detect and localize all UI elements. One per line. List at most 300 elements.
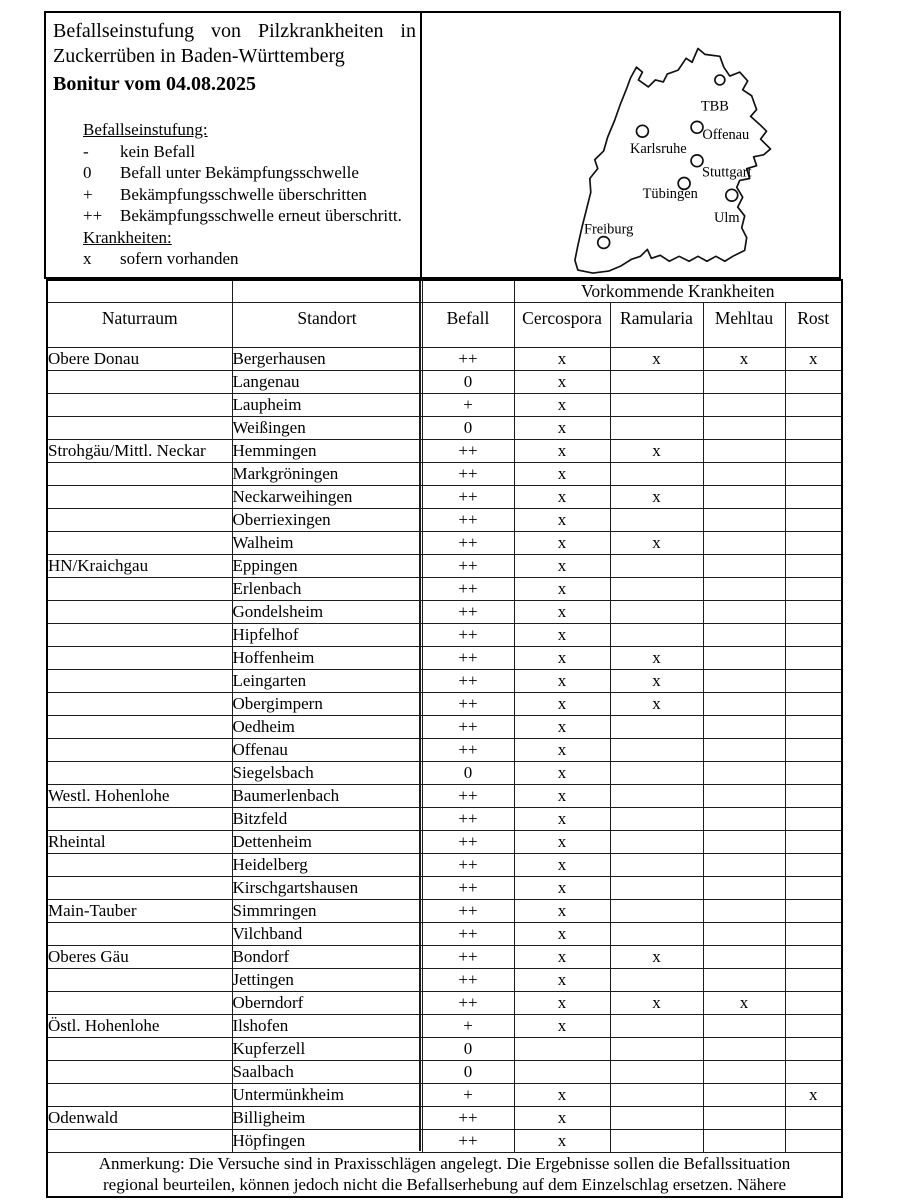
- bonitur-date: Bonitur vom 04.08.2025: [53, 73, 256, 95]
- standort-cell: Langenau: [232, 371, 422, 394]
- legend: [83, 119, 416, 270]
- standort-cell: Saalbach: [232, 1061, 422, 1084]
- table-row: [47, 923, 842, 946]
- legend-symbol: +: [83, 184, 93, 204]
- standort-cell: Neckarweihingen: [232, 486, 422, 509]
- standort-cell: Leingarten: [232, 670, 422, 693]
- befall-cell: ++: [422, 923, 514, 946]
- ramularia-cell: [610, 1107, 703, 1130]
- mehltau-cell: [703, 1015, 785, 1038]
- title-panel: [46, 13, 422, 277]
- mehltau-cell: [703, 555, 785, 578]
- befall-cell: +: [422, 1015, 514, 1038]
- mehltau-cell: [703, 1107, 785, 1130]
- ramularia-cell: [610, 831, 703, 854]
- cercospora-cell: x: [514, 877, 610, 900]
- befall-cell: ++: [422, 532, 514, 555]
- cercospora-cell: x: [514, 739, 610, 762]
- naturraum-cell: Rheintal: [47, 831, 232, 854]
- table-row: [47, 808, 842, 831]
- table-row: [47, 762, 842, 785]
- city-label: TBB: [700, 98, 729, 115]
- standort-cell: Offenau: [232, 739, 422, 762]
- standort-cell: Eppingen: [232, 555, 422, 578]
- standort-cell: Kirschgartshausen: [232, 877, 422, 900]
- naturraum-cell: [47, 624, 232, 647]
- mehltau-cell: [703, 371, 785, 394]
- title-line-2: Zuckerrüben in Baden-Württemberg: [53, 45, 345, 67]
- naturraum-cell: Östl. Hohenlohe: [47, 1015, 232, 1038]
- legend-label: Befall unter Bekämpfungsschwelle: [120, 163, 359, 182]
- mehltau-cell: [703, 716, 785, 739]
- naturraum-cell: [47, 992, 232, 1015]
- rost-cell: [785, 739, 842, 762]
- naturraum-cell: Obere Donau: [47, 348, 232, 371]
- cercospora-cell: x: [514, 486, 610, 509]
- table-row: [47, 647, 842, 670]
- footnote: [47, 1153, 842, 1197]
- rost-cell: [785, 762, 842, 785]
- befall-cell: ++: [422, 900, 514, 923]
- befall-cell: ++: [422, 969, 514, 992]
- cercospora-cell: x: [514, 716, 610, 739]
- rost-cell: [785, 900, 842, 923]
- befall-cell: ++: [422, 486, 514, 509]
- rost-cell: [785, 509, 842, 532]
- ramularia-cell: [610, 463, 703, 486]
- naturraum-cell: [47, 532, 232, 555]
- rost-cell: [785, 670, 842, 693]
- ramularia-cell: x: [610, 440, 703, 463]
- table-row: [47, 486, 842, 509]
- city-marker: [598, 237, 610, 249]
- mehltau-cell: [703, 739, 785, 762]
- baden-wuerttemberg-map-svg: [422, 13, 839, 277]
- ramularia-cell: [610, 509, 703, 532]
- rost-cell: [785, 969, 842, 992]
- standort-cell: Baumerlenbach: [232, 785, 422, 808]
- befall-cell: ++: [422, 578, 514, 601]
- ramularia-cell: [610, 1015, 703, 1038]
- naturraum-cell: [47, 1130, 232, 1153]
- ramularia-cell: [610, 854, 703, 877]
- befall-cell: ++: [422, 992, 514, 1015]
- rost-cell: [785, 1107, 842, 1130]
- befall-cell: ++: [422, 624, 514, 647]
- standort-cell: Heidelberg: [232, 854, 422, 877]
- legend-label: Bekämpfungsschwelle überschritten: [120, 184, 367, 204]
- rost-cell: [785, 831, 842, 854]
- title-line-1: Befallseinstufung von Pilzkrankheiten in: [53, 20, 416, 42]
- mehltau-cell: [703, 693, 785, 716]
- befall-cell: ++: [422, 670, 514, 693]
- ramularia-cell: x: [610, 693, 703, 716]
- naturraum-cell: [47, 1084, 232, 1107]
- table-row: [47, 417, 842, 440]
- rost-cell: [785, 486, 842, 509]
- cercospora-cell: x: [514, 670, 610, 693]
- ramularia-cell: x: [610, 647, 703, 670]
- befall-cell: ++: [422, 946, 514, 969]
- standort-cell: Vilchband: [232, 923, 422, 946]
- naturraum-cell: [47, 923, 232, 946]
- footnote-line-1: Anmerkung: Die Versuche sind in Praxisschlägen angelegt. Die Ergebnisse sollen die Befallssituation: [98, 1154, 791, 1174]
- rost-cell: [785, 463, 842, 486]
- column-header-naturraum: Naturraum: [47, 303, 232, 348]
- table-row: [47, 946, 842, 969]
- befall-cell: ++: [422, 693, 514, 716]
- legend-label: sofern vorhanden: [120, 249, 239, 268]
- naturraum-cell: [47, 509, 232, 532]
- column-header-cercospora: Cercospora: [514, 303, 610, 348]
- mehltau-cell: [703, 946, 785, 969]
- naturraum-cell: [47, 601, 232, 624]
- naturraum-cell: [47, 647, 232, 670]
- ramularia-cell: [610, 555, 703, 578]
- table-row: [47, 601, 842, 624]
- ramularia-cell: [610, 716, 703, 739]
- rost-cell: [785, 923, 842, 946]
- ramularia-cell: [610, 1061, 703, 1084]
- city-label: Offenau: [702, 127, 750, 144]
- naturraum-cell: Odenwald: [47, 1107, 232, 1130]
- naturraum-cell: [47, 1061, 232, 1084]
- mehltau-cell: x: [703, 992, 785, 1015]
- legend-heading-befallseinstufung: Befallseinstufung:: [83, 120, 208, 139]
- ramularia-cell: [610, 762, 703, 785]
- ramularia-cell: x: [610, 946, 703, 969]
- naturraum-cell: Westl. Hohenlohe: [47, 785, 232, 808]
- cercospora-cell: x: [514, 555, 610, 578]
- standort-cell: Ilshofen: [232, 1015, 422, 1038]
- table-row: [47, 509, 842, 532]
- rost-cell: [785, 946, 842, 969]
- column-header-standort: Standort: [232, 303, 422, 348]
- mehltau-cell: [703, 923, 785, 946]
- table-row: [47, 831, 842, 854]
- ramularia-cell: [610, 417, 703, 440]
- standort-cell: Simmringen: [232, 900, 422, 923]
- mehltau-cell: [703, 647, 785, 670]
- table-row: [47, 716, 842, 739]
- mehltau-cell: [703, 854, 785, 877]
- standort-cell: Untermünkheim: [232, 1084, 422, 1107]
- standort-cell: Weißingen: [232, 417, 422, 440]
- rost-cell: [785, 785, 842, 808]
- rost-cell: [785, 555, 842, 578]
- standort-cell: Oedheim: [232, 716, 422, 739]
- ramularia-cell: [610, 1038, 703, 1061]
- empty-cell: [232, 280, 422, 303]
- standort-cell: Oberndorf: [232, 992, 422, 1015]
- cercospora-cell: x: [514, 808, 610, 831]
- table-row: [47, 1084, 842, 1107]
- table-row: [47, 854, 842, 877]
- table-row: [47, 877, 842, 900]
- table-row: [47, 1061, 842, 1084]
- cercospora-cell: x: [514, 463, 610, 486]
- rost-cell: [785, 601, 842, 624]
- cercospora-cell: x: [514, 1084, 610, 1107]
- ramularia-cell: [610, 624, 703, 647]
- ramularia-cell: [610, 578, 703, 601]
- legend-symbol: x: [83, 249, 92, 268]
- befall-cell: ++: [422, 831, 514, 854]
- ramularia-cell: x: [610, 670, 703, 693]
- naturraum-cell: [47, 969, 232, 992]
- cercospora-cell: x: [514, 785, 610, 808]
- ramularia-cell: x: [610, 486, 703, 509]
- befall-cell: ++: [422, 647, 514, 670]
- legend-item: [83, 162, 416, 184]
- standort-cell: Hipfelhof: [232, 624, 422, 647]
- befall-cell: +: [422, 1084, 514, 1107]
- befall-cell: ++: [422, 877, 514, 900]
- city-marker: [726, 189, 738, 201]
- mehltau-cell: [703, 1038, 785, 1061]
- befall-cell: ++: [422, 440, 514, 463]
- standort-cell: Walheim: [232, 532, 422, 555]
- mehltau-cell: [703, 532, 785, 555]
- ramularia-cell: [610, 900, 703, 923]
- table-row: [47, 739, 842, 762]
- cercospora-cell: x: [514, 532, 610, 555]
- legend-label: kein Befall: [120, 141, 196, 161]
- mehltau-cell: [703, 877, 785, 900]
- cercospora-cell: x: [514, 900, 610, 923]
- standort-cell: Laupheim: [232, 394, 422, 417]
- table-row: [47, 670, 842, 693]
- cercospora-cell: x: [514, 969, 610, 992]
- naturraum-cell: Oberes Gäu: [47, 946, 232, 969]
- mehltau-cell: [703, 486, 785, 509]
- mehltau-cell: [703, 624, 785, 647]
- standort-cell: Bergerhausen: [232, 348, 422, 371]
- rost-cell: [785, 1130, 842, 1153]
- rost-cell: [785, 417, 842, 440]
- ramularia-cell: [610, 785, 703, 808]
- column-header-ramularia: Ramularia: [610, 303, 703, 348]
- empty-cell: [47, 280, 232, 303]
- ramularia-cell: [610, 1130, 703, 1153]
- befall-cell: ++: [422, 555, 514, 578]
- rost-cell: [785, 992, 842, 1015]
- befall-cell: 0: [422, 417, 514, 440]
- ramularia-cell: x: [610, 348, 703, 371]
- legend-label: Bekämpfungsschwelle erneut überschritt.: [120, 206, 402, 225]
- cercospora-cell: x: [514, 417, 610, 440]
- table-row: [47, 693, 842, 716]
- naturraum-cell: [47, 739, 232, 762]
- rost-cell: [785, 854, 842, 877]
- mehltau-cell: [703, 670, 785, 693]
- report-table-body: [47, 348, 842, 1153]
- cercospora-cell: x: [514, 762, 610, 785]
- document-title: [53, 19, 416, 69]
- ramularia-cell: [610, 394, 703, 417]
- city-label: Ulm: [714, 209, 740, 226]
- cercospora-cell: x: [514, 923, 610, 946]
- mehltau-cell: [703, 808, 785, 831]
- table-row: [47, 532, 842, 555]
- table-row: [47, 1107, 842, 1130]
- rost-cell: [785, 877, 842, 900]
- cercospora-cell: x: [514, 693, 610, 716]
- cercospora-cell: x: [514, 647, 610, 670]
- ramularia-cell: [610, 877, 703, 900]
- city-marker: [715, 75, 725, 85]
- rost-cell: [785, 371, 842, 394]
- cercospora-cell: x: [514, 1130, 610, 1153]
- table-row: [47, 394, 842, 417]
- table-row: [47, 371, 842, 394]
- table-row: [47, 785, 842, 808]
- ramularia-cell: [610, 923, 703, 946]
- cercospora-cell: x: [514, 992, 610, 1015]
- naturraum-cell: [47, 417, 232, 440]
- befall-cell: ++: [422, 601, 514, 624]
- ramularia-cell: [610, 601, 703, 624]
- legend-symbol: 0: [83, 163, 92, 182]
- legend-symbol: -: [83, 141, 89, 161]
- legend-item: [83, 248, 416, 270]
- top-section: [44, 11, 841, 279]
- cercospora-cell: x: [514, 1107, 610, 1130]
- rost-cell: [785, 394, 842, 417]
- column-header-befall: Befall: [422, 303, 514, 348]
- naturraum-cell: [47, 877, 232, 900]
- cercospora-cell: x: [514, 1015, 610, 1038]
- mehltau-cell: [703, 1061, 785, 1084]
- cercospora-cell: x: [514, 371, 610, 394]
- mehltau-cell: [703, 969, 785, 992]
- rost-cell: [785, 1061, 842, 1084]
- standort-cell: Oberriexingen: [232, 509, 422, 532]
- table-row: [47, 992, 842, 1015]
- city-label: Stuttgart: [702, 164, 752, 181]
- map-panel: [422, 13, 839, 277]
- table-row: [47, 1015, 842, 1038]
- standort-cell: Bondorf: [232, 946, 422, 969]
- cercospora-cell: x: [514, 348, 610, 371]
- rost-cell: [785, 808, 842, 831]
- naturraum-cell: [47, 854, 232, 877]
- befall-cell: 0: [422, 762, 514, 785]
- table-row: [47, 624, 842, 647]
- city-marker: [691, 121, 703, 133]
- mehltau-cell: [703, 578, 785, 601]
- rost-cell: [785, 440, 842, 463]
- table-row: [47, 578, 842, 601]
- befall-cell: ++: [422, 785, 514, 808]
- rost-cell: [785, 1038, 842, 1061]
- naturraum-cell: [47, 394, 232, 417]
- naturraum-cell: [47, 1038, 232, 1061]
- mehltau-cell: [703, 601, 785, 624]
- table-row: [47, 348, 842, 371]
- rost-cell: [785, 693, 842, 716]
- befall-cell: ++: [422, 509, 514, 532]
- ramularia-cell: [610, 1084, 703, 1107]
- naturraum-cell: [47, 371, 232, 394]
- naturraum-cell: [47, 578, 232, 601]
- standort-cell: Obergimpern: [232, 693, 422, 716]
- column-header-row: [47, 303, 842, 348]
- befall-cell: +: [422, 394, 514, 417]
- standort-cell: Bitzfeld: [232, 808, 422, 831]
- city-label: Tübingen: [642, 186, 698, 203]
- cercospora-cell: x: [514, 624, 610, 647]
- mehltau-cell: x: [703, 348, 785, 371]
- empty-cell: [422, 280, 514, 303]
- standort-cell: Dettenheim: [232, 831, 422, 854]
- befall-cell: ++: [422, 739, 514, 762]
- naturraum-cell: Main-Tauber: [47, 900, 232, 923]
- double-rule: [419, 281, 421, 1151]
- ramularia-cell: x: [610, 532, 703, 555]
- cercospora-cell: x: [514, 831, 610, 854]
- city-marker: [636, 125, 648, 137]
- befall-cell: 0: [422, 1061, 514, 1084]
- befall-cell: ++: [422, 463, 514, 486]
- befall-cell: ++: [422, 1130, 514, 1153]
- standort-cell: Gondelsheim: [232, 601, 422, 624]
- standort-cell: Höpfingen: [232, 1130, 422, 1153]
- rost-cell: x: [785, 1084, 842, 1107]
- mehltau-cell: [703, 394, 785, 417]
- naturraum-cell: [47, 463, 232, 486]
- ramularia-cell: [610, 969, 703, 992]
- standort-cell: Jettingen: [232, 969, 422, 992]
- befall-cell: ++: [422, 1107, 514, 1130]
- cercospora-cell: [514, 1038, 610, 1061]
- rost-cell: [785, 647, 842, 670]
- rost-cell: [785, 1015, 842, 1038]
- naturraum-cell: [47, 693, 232, 716]
- befall-cell: 0: [422, 371, 514, 394]
- standort-cell: Kupferzell: [232, 1038, 422, 1061]
- column-header-mehltau: Mehltau: [703, 303, 785, 348]
- legend-item: [83, 141, 416, 163]
- mehltau-cell: [703, 463, 785, 486]
- naturraum-cell: [47, 486, 232, 509]
- table-row: [47, 969, 842, 992]
- mehltau-cell: [703, 831, 785, 854]
- standort-cell: Markgröningen: [232, 463, 422, 486]
- column-header-rost: Rost: [785, 303, 842, 348]
- befall-cell: ++: [422, 808, 514, 831]
- city-label: Karlsruhe: [629, 140, 687, 157]
- footnote-line-2: regional beurteilen, können jedoch nicht die Befallserhebung auf dem Einzelschlag ersetzen. Nähere: [103, 1175, 787, 1195]
- naturraum-cell: Strohgäu/Mittl. Neckar: [47, 440, 232, 463]
- table-row: [47, 1130, 842, 1153]
- standort-cell: Hemmingen: [232, 440, 422, 463]
- ramularia-cell: x: [610, 992, 703, 1015]
- mehltau-cell: [703, 1130, 785, 1153]
- naturraum-cell: [47, 808, 232, 831]
- standort-cell: Hoffenheim: [232, 647, 422, 670]
- mehltau-cell: [703, 785, 785, 808]
- naturraum-cell: [47, 670, 232, 693]
- mehltau-cell: [703, 509, 785, 532]
- cercospora-cell: x: [514, 578, 610, 601]
- mehltau-cell: [703, 900, 785, 923]
- city-label: Freiburg: [584, 221, 634, 238]
- cercospora-cell: x: [514, 509, 610, 532]
- diseases-group-row: [47, 280, 842, 303]
- diseases-group-header: Vorkommende Krankheiten: [514, 280, 842, 303]
- table-row: [47, 463, 842, 486]
